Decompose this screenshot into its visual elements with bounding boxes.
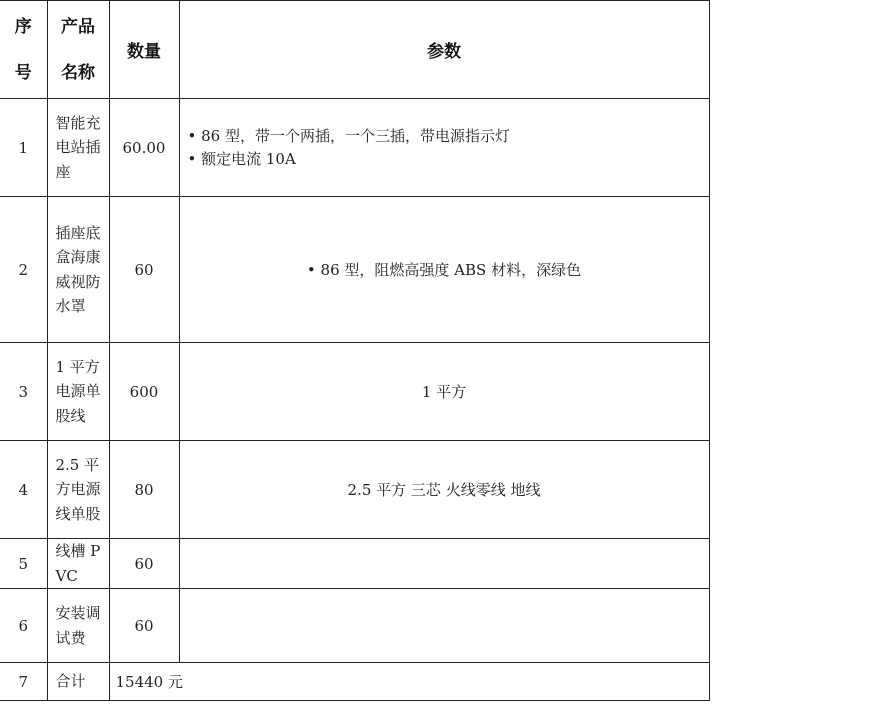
header-row — [0, 1, 709, 99]
header-seq — [0, 1, 47, 99]
row-qty: 80 — [109, 441, 179, 539]
row-qty: 60.00 — [109, 99, 179, 197]
header-name — [47, 1, 109, 99]
row-seq: 2 — [0, 197, 47, 343]
header-params: 参数 — [179, 1, 709, 99]
table-row — [0, 589, 709, 663]
table-row — [0, 441, 709, 539]
row-params — [179, 539, 709, 589]
header-name-line2: 名称 — [61, 62, 95, 83]
total-row — [0, 663, 709, 701]
row-params — [179, 589, 709, 663]
params-item: • 86 型，阻燃高强度 ABS 材料，深绿色 — [307, 261, 581, 279]
table-row — [0, 99, 709, 197]
table-row — [0, 197, 709, 343]
row-params — [179, 99, 709, 197]
row-params: 2.5 平方 三芯 火线零线 地线 — [179, 441, 709, 539]
row-product-name: 安装调试费 — [47, 589, 109, 663]
params-item: • 额定电流 10A — [188, 148, 709, 171]
header-seq-line2: 号 — [14, 62, 32, 83]
row-qty: 60 — [109, 589, 179, 663]
row-seq: 6 — [0, 589, 47, 663]
row-product-name: 插座底盒海康威视防水罩 — [47, 197, 109, 343]
header-name-line1: 产品 — [61, 16, 95, 37]
header-qty: 数量 — [109, 1, 179, 99]
table-row — [0, 343, 709, 441]
row-qty: 600 — [109, 343, 179, 441]
row-product-name: 智能充电站插座 — [47, 99, 109, 197]
total-seq: 7 — [0, 663, 47, 701]
header-seq-line1: 序 — [14, 16, 32, 37]
row-seq: 5 — [0, 539, 47, 589]
table-row — [0, 539, 709, 589]
row-qty: 60 — [109, 539, 179, 589]
total-label: 合计 — [47, 663, 109, 701]
total-value: 15440 元 — [109, 663, 709, 701]
row-product-name: 2.5 平方电源线单股 — [47, 441, 109, 539]
row-seq: 1 — [0, 99, 47, 197]
row-product-name: 线槽 PVC — [47, 539, 109, 589]
row-params — [179, 197, 709, 343]
row-product-name: 1 平方电源单股线 — [47, 343, 109, 441]
params-item: • 86 型，带一个两插，一个三插，带电源指示灯 — [188, 125, 709, 148]
row-seq: 3 — [0, 343, 47, 441]
row-qty: 60 — [109, 197, 179, 343]
row-params: 1 平方 — [179, 343, 709, 441]
row-seq: 4 — [0, 441, 47, 539]
params-list — [188, 125, 709, 171]
